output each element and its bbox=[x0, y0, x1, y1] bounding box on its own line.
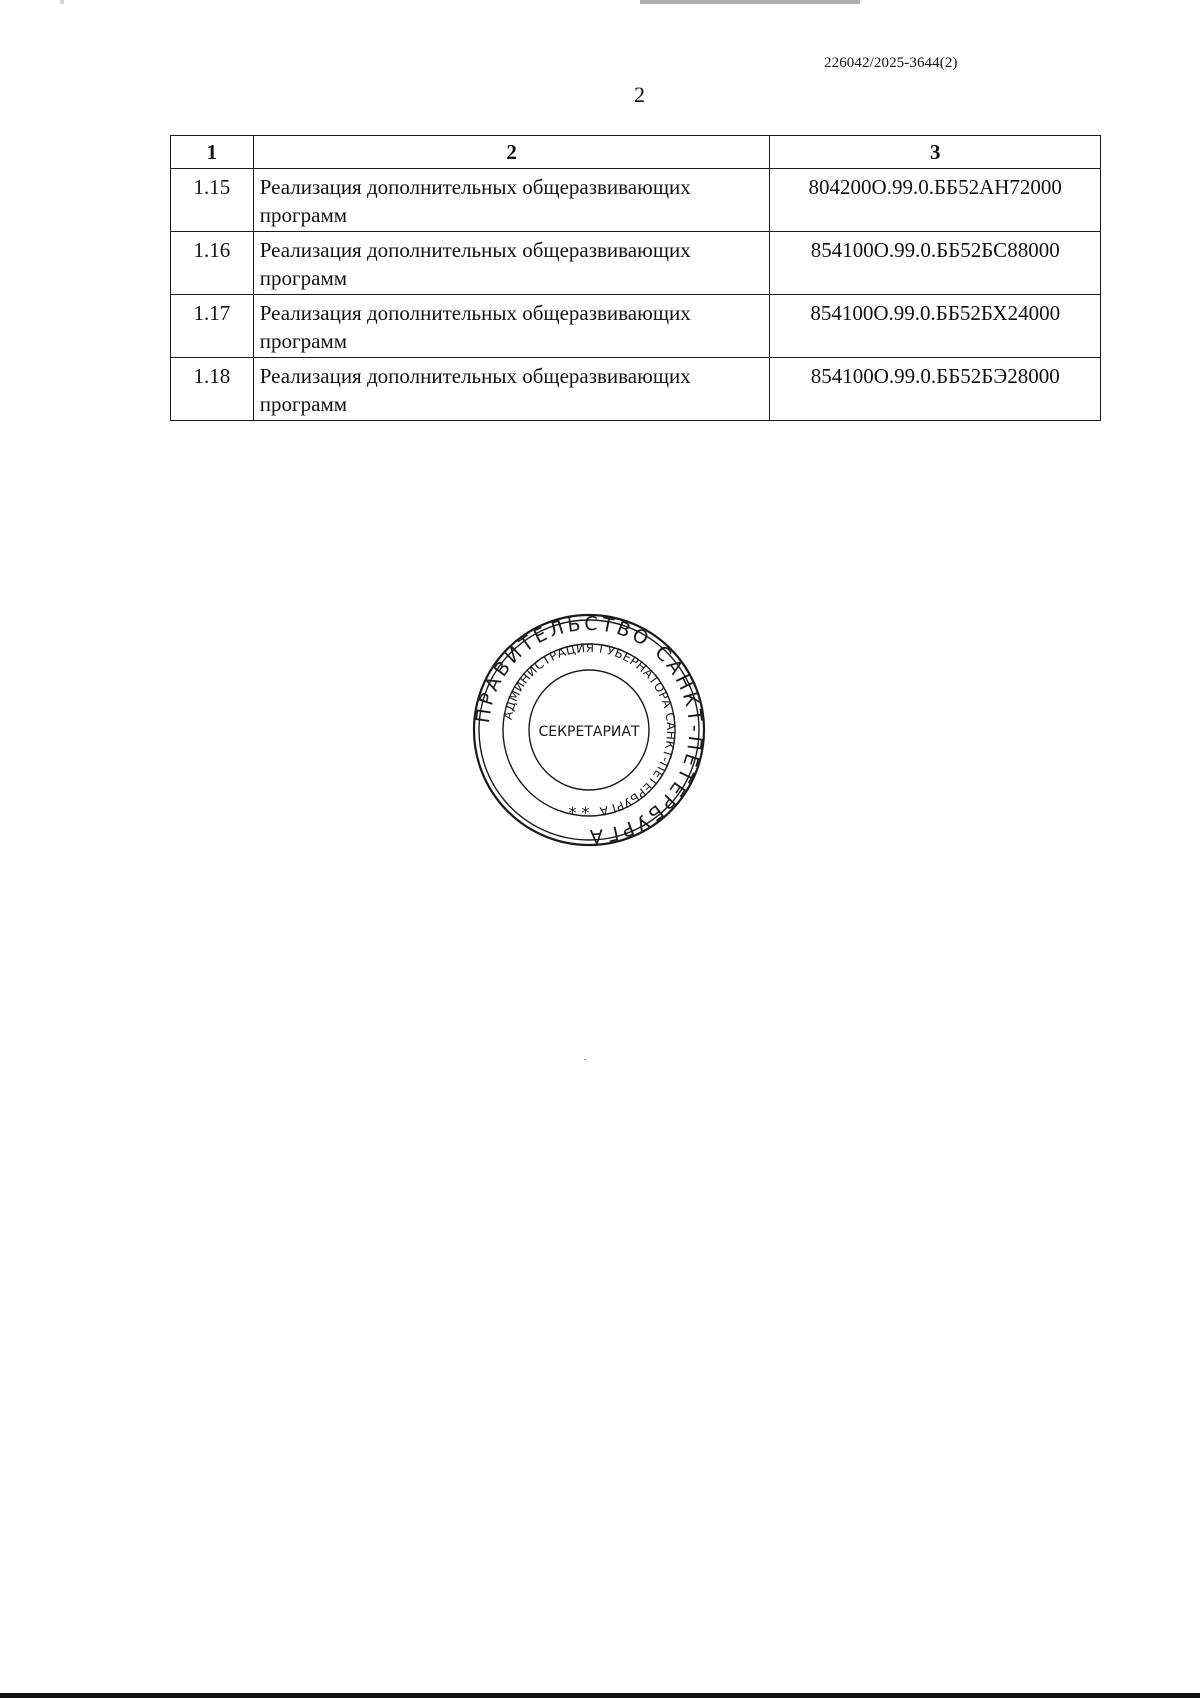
row-service-name: Реализация дополнительных общеразвивающих программ bbox=[253, 295, 770, 358]
seal-stars: * * bbox=[568, 803, 590, 822]
table-row bbox=[171, 169, 1101, 232]
row-service-name: Реализация дополнительных общеразвивающих программ bbox=[253, 169, 770, 232]
row-number: 1.16 bbox=[171, 232, 254, 295]
row-service-name: Реализация дополнительных общеразвивающих программ bbox=[253, 232, 770, 295]
page-number: 2 bbox=[634, 82, 645, 107]
document-number: 226042/2025-3644(2) bbox=[824, 55, 958, 71]
table-row bbox=[171, 358, 1101, 421]
table-row bbox=[171, 295, 1101, 358]
table-header-cell: 2 bbox=[253, 136, 770, 169]
row-number: 1.18 bbox=[171, 358, 254, 421]
row-service-code: 854100О.99.0.ББ52БХ24000 bbox=[770, 295, 1101, 358]
row-number: 1.15 bbox=[171, 169, 254, 232]
table-header-row bbox=[171, 136, 1101, 169]
seal-inner-text: АДМИНИСТРАЦИЯ ГУБЕРНАТОРА САНКТ-ПЕТЕРБУРГА bbox=[500, 640, 679, 819]
scan-bottom-edge bbox=[0, 1693, 1200, 1698]
row-service-code: 854100О.99.0.ББ52БС88000 bbox=[770, 232, 1101, 295]
row-service-code: 804200О.99.0.ББ52АН72000 bbox=[770, 169, 1101, 232]
seal-outer-text: ПРАВИТЕЛЬСТВО САНКТ-ПЕТЕРБУРГА bbox=[472, 612, 707, 848]
table-header-cell: 3 bbox=[770, 136, 1101, 169]
services-table bbox=[170, 135, 1101, 421]
scan-artifact bbox=[584, 1059, 586, 1060]
scan-top-edge bbox=[0, 0, 1200, 4]
table-row bbox=[171, 232, 1101, 295]
row-service-name: Реализация дополнительных общеразвивающих программ bbox=[253, 358, 770, 421]
row-number: 1.17 bbox=[171, 295, 254, 358]
row-service-code: 854100О.99.0.ББ52БЭ28000 bbox=[770, 358, 1101, 421]
seal-center-text: СЕКРЕТАРИАТ bbox=[538, 724, 640, 740]
table-header-cell: 1 bbox=[171, 136, 254, 169]
official-seal bbox=[471, 612, 707, 848]
